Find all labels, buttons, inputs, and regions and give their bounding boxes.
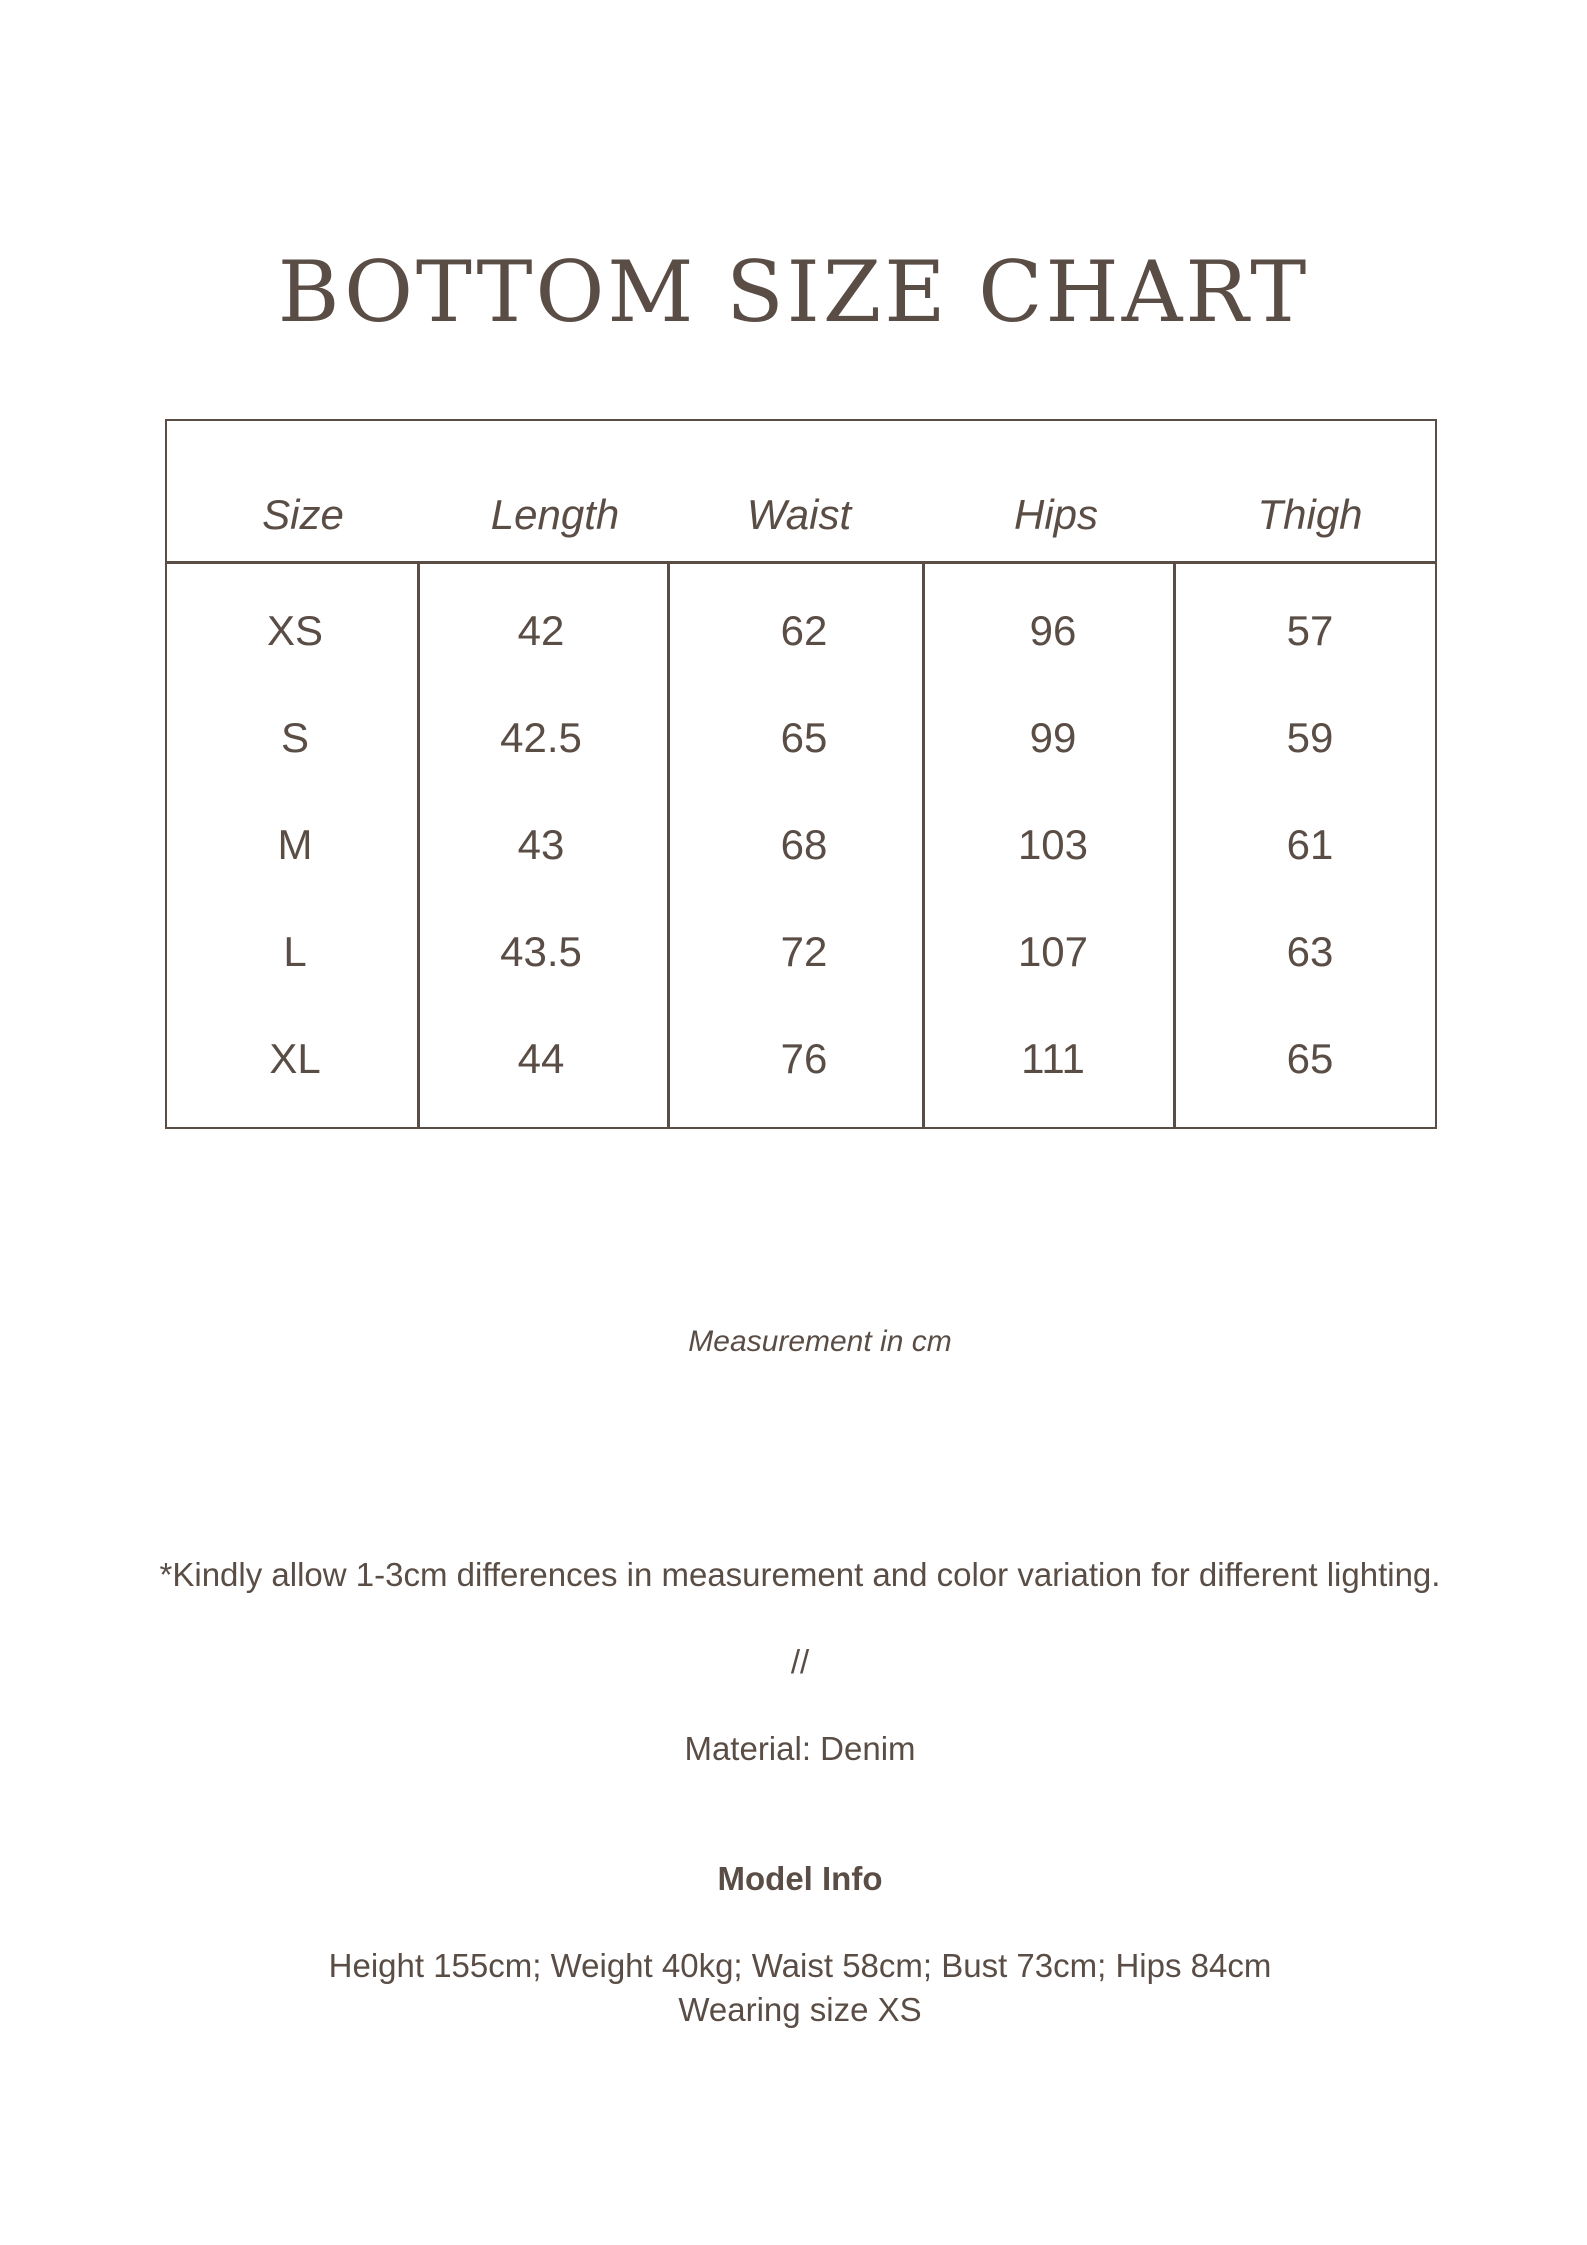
cell-waist: 76 bbox=[780, 1035, 828, 1082]
header-length: Length bbox=[490, 491, 620, 538]
header-thigh: Thigh bbox=[1257, 491, 1363, 538]
page-title: BOTTOM SIZE CHART bbox=[277, 243, 1310, 341]
header-hips: Hips bbox=[1013, 491, 1099, 538]
cell-hips: 107 bbox=[1017, 928, 1089, 975]
cell-waist: 72 bbox=[780, 928, 828, 975]
size-chart-table bbox=[165, 419, 1437, 1129]
cell-hips: 99 bbox=[1029, 714, 1077, 761]
cell-thigh: 57 bbox=[1286, 607, 1334, 654]
cell-size: L bbox=[283, 928, 307, 975]
separator: // bbox=[790, 1643, 810, 1680]
cell-waist: 65 bbox=[780, 714, 828, 761]
cell-waist: 62 bbox=[780, 607, 828, 654]
cell-thigh: 59 bbox=[1286, 714, 1334, 761]
cell-size: M bbox=[277, 821, 313, 868]
cell-hips: 103 bbox=[1017, 821, 1089, 868]
disclaimer-text: *Kindly allow 1-3cm differences in measurement and color variation for different lighting. bbox=[159, 1556, 1441, 1593]
header-waist: Waist bbox=[746, 491, 852, 538]
cell-hips: 96 bbox=[1029, 607, 1077, 654]
cell-size: XL bbox=[269, 1035, 321, 1082]
header-size: Size bbox=[262, 491, 344, 538]
cell-length: 43.5 bbox=[500, 928, 582, 975]
cell-length: 42 bbox=[517, 607, 565, 654]
model-wearing-size: Wearing size XS bbox=[678, 1991, 922, 2028]
cell-thigh: 63 bbox=[1286, 928, 1334, 975]
column-divider bbox=[667, 564, 670, 1127]
cell-size: S bbox=[280, 714, 309, 761]
table-header-row bbox=[167, 421, 1435, 564]
cell-length: 43 bbox=[517, 821, 565, 868]
cell-waist: 68 bbox=[780, 821, 828, 868]
cell-thigh: 61 bbox=[1286, 821, 1334, 868]
column-divider bbox=[417, 564, 420, 1127]
model-measurements: Height 155cm; Weight 40kg; Waist 58cm; Bust 73cm; Hips 84cm bbox=[328, 1947, 1272, 1984]
measurement-unit-note: Measurement in cm bbox=[688, 1325, 952, 1358]
column-divider bbox=[1173, 564, 1176, 1127]
cell-length: 44 bbox=[517, 1035, 565, 1082]
cell-size: XS bbox=[266, 607, 324, 654]
cell-length: 42.5 bbox=[500, 714, 582, 761]
cell-hips: 111 bbox=[1021, 1035, 1085, 1082]
cell-thigh: 65 bbox=[1286, 1035, 1334, 1082]
material-text: Material: Denim bbox=[684, 1730, 916, 1767]
model-info-heading: Model Info bbox=[717, 1860, 883, 1897]
